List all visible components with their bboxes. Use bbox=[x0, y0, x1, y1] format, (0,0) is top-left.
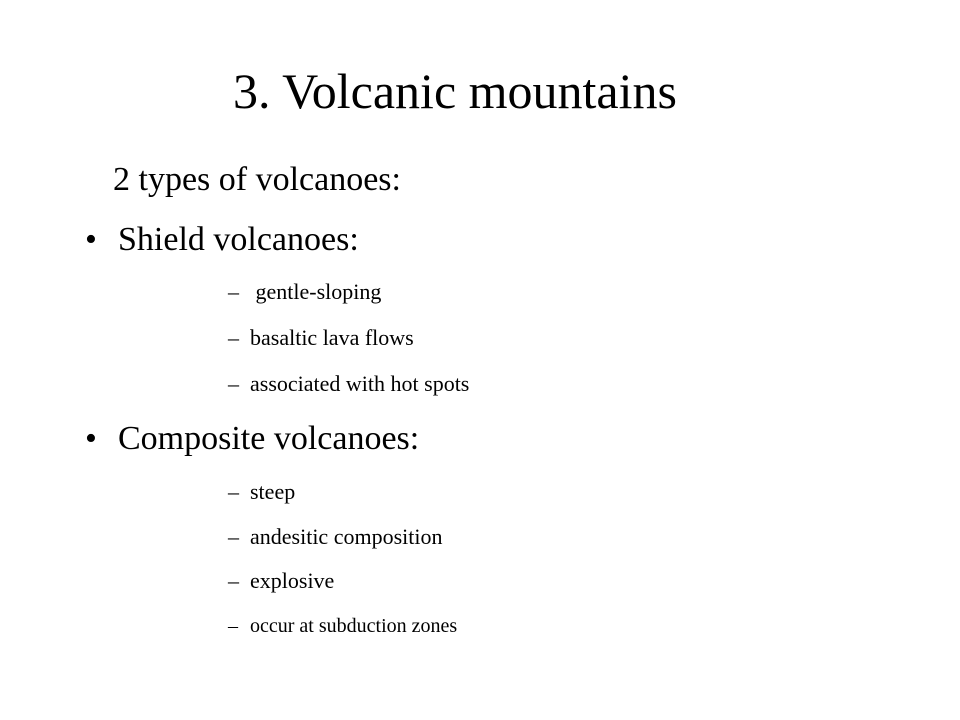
sub-bullet bbox=[228, 566, 334, 596]
sub-bullet-text: explosive bbox=[250, 568, 335, 593]
bullet-glyph: • bbox=[85, 221, 97, 258]
dash-glyph: – bbox=[228, 479, 239, 504]
bullet-composite-volcanoes bbox=[85, 414, 419, 464]
sub-bullet bbox=[228, 323, 414, 353]
sub-bullet bbox=[228, 369, 469, 399]
bullet-heading: Composite volcanoes: bbox=[118, 420, 420, 457]
sub-bullet bbox=[228, 522, 442, 552]
dash-glyph: – bbox=[228, 371, 239, 396]
sub-bullet bbox=[228, 611, 457, 641]
dash-glyph: – bbox=[228, 325, 239, 350]
bullet-heading: Shield volcanoes: bbox=[118, 221, 359, 258]
sub-bullet-text: basaltic lava flows bbox=[250, 325, 414, 350]
intro-text: 2 types of volcanoes: bbox=[113, 161, 401, 198]
bullet-shield-volcanoes bbox=[85, 215, 359, 265]
dash-glyph: – bbox=[228, 568, 239, 593]
sub-bullet-text: occur at subduction zones bbox=[250, 615, 458, 637]
sub-bullet-text: steep bbox=[250, 479, 296, 504]
slide-title: 3. Volcanic mountains bbox=[233, 63, 677, 119]
sub-bullet bbox=[228, 477, 295, 507]
dash-glyph: – bbox=[228, 279, 239, 304]
sub-bullet-text: gentle-sloping bbox=[250, 279, 382, 304]
dash-glyph: – bbox=[228, 524, 239, 549]
sub-bullet-text: associated with hot spots bbox=[250, 371, 470, 396]
bullet-glyph: • bbox=[85, 420, 97, 457]
sub-bullet-text: andesitic composition bbox=[250, 524, 443, 549]
dash-glyph: – bbox=[228, 615, 238, 637]
sub-bullet bbox=[228, 277, 381, 307]
